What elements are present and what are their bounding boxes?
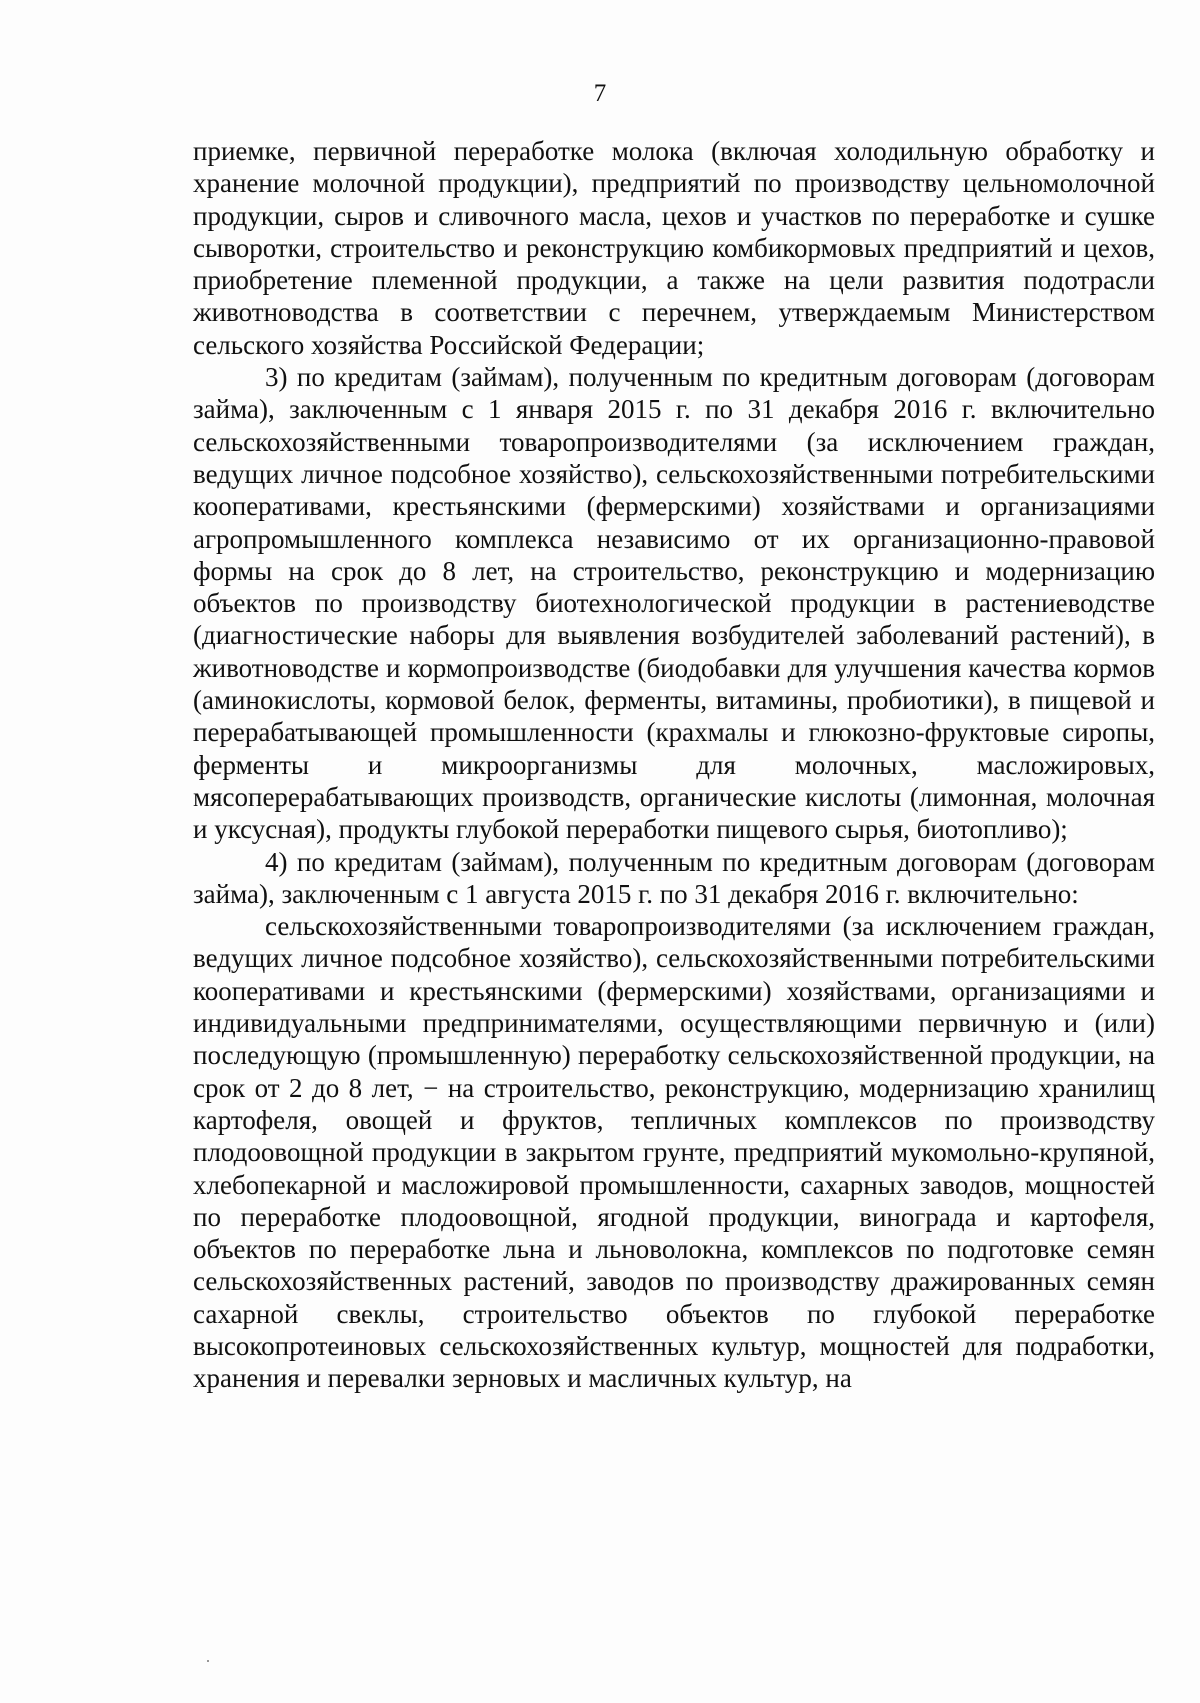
scan-speck	[207, 1660, 209, 1662]
paragraph-continuation: приемке, первичной переработке молока (включая холодильную обработку и хранение молочной продукции), предприятий по производству цельномолочной продукции, сыров и сливочного масла, цехов и участков по переработке и сушке сыворотки, строительство и реконструкцию комбикормовых предприятий и цехов, приобретение племенной продукции, а также на цели развития подотрасли животноводства в соответствии с перечнем, утверждаемым Министерством сельского хозяйства Российской Федерации;	[193, 136, 1155, 360]
paragraph-item-3: 3) по кредитам (займам), полученным по кредитным договорам (договорам займа), заключенным с 1 января 2015 г. по 31 декабря 2016 г. включительно сельскохозяйственными товаропроизводителями (за исключением граждан, ведущих личное подсобное хозяйство), сельскохозяйственными потребительскими кооперативами, крестьянскими (фермерскими) хозяйствами и организациями агропромышленного комплекса независимо от их организационно-правовой формы на срок до 8 лет, на строительство, реконструкцию и модернизацию объектов по производству биотехнологической продукции в растениеводстве (диагностические наборы для выявления возбудителей заболеваний растений), в животноводстве и кормопроизводстве (биодобавки для улучшения качества кормов (аминокислоты, кормовой белок, ферменты, витамины, пробиотики), в пищевой и перерабатывающей промышленности (крахмалы и глюкозно-фруктовые сиропы, ферменты и микроорганизмы для молочных, масложировых, мясоперерабатывающих производств, органические кислоты (лимонная, молочная и уксусная), продукты глубокой переработки пищевого сырья, биотопливо);	[193, 362, 1155, 845]
body-text	[193, 135, 1155, 1395]
paragraph-item-4-sub: сельскохозяйственными товаропроизводителями (за исключением граждан, ведущих личное подсобное хозяйство), сельскохозяйственными потребительскими кооперативами и крестьянскими (фермерскими) хозяйствами, организациями и индивидуальными предпринимателями, осуществляющими первичную и (или) последующую (промышленную) переработку сельскохозяйственной продукции, на срок от 2 до 8 лет, − на строительство, реконструкцию, модернизацию хранилищ картофеля, овощей и фруктов, тепличных комплексов по производству плодоовощной продукции в закрытом грунте, предприятий мукомольно-крупяной, хлебопекарной и масложировой промышленности, сахарных заводов, мощностей по переработке плодоовощной, ягодной продукции, винограда и картофеля, объектов по переработке льна и льноволокна, комплексов по подготовке семян сельскохозяйственных растений, заводов по производству дражированных семян сахарной свеклы, строительство объектов по глубокой переработке высокопротеиновых сельскохозяйственных культур, мощностей для подработки, хранения и перевалки зерновых и масличных культур, на	[193, 911, 1155, 1394]
page-number: 7	[593, 80, 607, 107]
paragraph-item-4: 4) по кредитам (займам), полученным по кредитным договорам (договорам займа), заключенным с 1 августа 2015 г. по 31 декабря 2016 г. включительно:	[193, 846, 1155, 909]
